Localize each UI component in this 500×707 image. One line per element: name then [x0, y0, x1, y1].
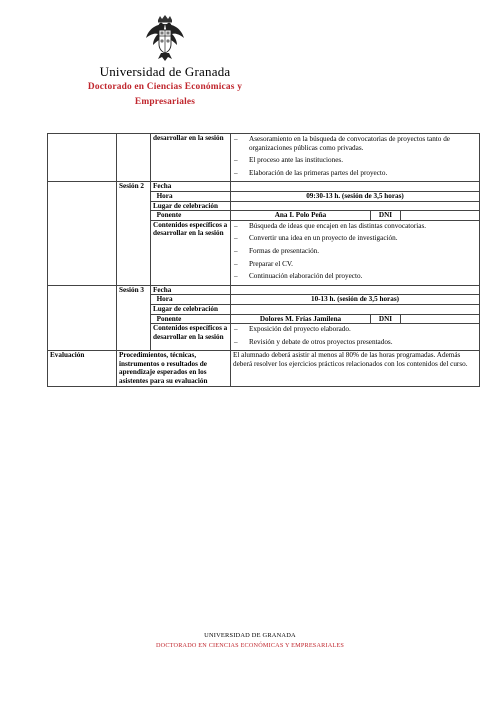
empty-cell [117, 134, 151, 182]
contenidos-label: Contenidos específicos a desarrollar en la sesión [151, 324, 231, 351]
list-item: – Asesoramiento en la búsqueda de convocatorias de proyectos tanto de organizaciones públicas como privadas. [234, 135, 450, 152]
contenidos-list-cell [231, 220, 480, 285]
dni-label: DNI [371, 211, 401, 221]
session-name: Sesión 2 [117, 182, 151, 285]
empty-cell [48, 134, 117, 182]
dash-bullet: – [234, 221, 238, 230]
contenidos-label: Contenidos específicos a desarrollar en la sesión [151, 220, 231, 285]
fecha-label: Fecha [151, 285, 231, 295]
list-item: – Preparar el CV. [234, 259, 293, 268]
list-item: – Convertir una idea en un proyecto de investigación. [234, 234, 398, 243]
dash-bullet: – [234, 259, 238, 268]
hora-value: 09:30-13 h. (sesión de 3,5 horas) [231, 191, 480, 201]
table-row [48, 134, 480, 182]
hora-label: Hora [151, 191, 231, 201]
procedimientos-label: Procedimientos, técnicas, instrumentos o resultados de aprendizaje esperados en los asistentes para su evaluación [117, 351, 231, 386]
ponente-value: Dolores M. Frías Jamilena [231, 314, 371, 324]
hora-label: Hora [151, 295, 231, 305]
list-item: – Exposición del proyecto elaborado. [234, 325, 351, 334]
lugar-value [231, 201, 480, 211]
lugar-label: Lugar de celebración [151, 201, 231, 211]
table-row [48, 351, 480, 386]
contenidos-list-cell [231, 324, 480, 351]
list-item: – Elaboración de las primeras partes del proyecto. [234, 168, 388, 177]
dash-bullet: – [234, 234, 238, 243]
dash-bullet: – [234, 168, 238, 177]
contenidos-list [233, 222, 477, 281]
dash-bullet: – [234, 337, 238, 346]
dash-bullet: – [234, 246, 238, 255]
list-item: – Formas de presentación. [234, 246, 320, 255]
dash-bullet: – [234, 325, 238, 334]
fecha-value [231, 182, 480, 192]
dni-label: DNI [371, 314, 401, 324]
program-name-line2: Empresariales [134, 97, 196, 107]
ponente-label: Ponente [151, 314, 231, 324]
footer-program: DOCTORADO EN CIENCIAS ECONÓMICAS Y EMPRESARIALES [156, 642, 344, 649]
contenidos-list [233, 135, 477, 177]
contenidos-label: desarrollar en la sesión [151, 134, 231, 182]
ponente-label: Ponente [151, 211, 231, 221]
document-header [0, 14, 330, 109]
fecha-value [231, 285, 480, 295]
program-name-line1: Doctorado en Ciencias Económicas y [87, 82, 243, 92]
list-item: – Continuación elaboración del proyecto. [234, 272, 363, 281]
evaluacion-label: Evaluación [48, 351, 117, 386]
dash-bullet: – [234, 135, 238, 143]
evaluacion-text: El alumnado deberá asistir al menos al 80% de las horas programadas. Además deberá resolver los ejercicios prácticos relacionados con los contenidos del curso. [231, 351, 480, 386]
fecha-label: Fecha [151, 182, 231, 192]
dash-bullet: – [234, 156, 238, 165]
hora-value: 10-13 h. (sesión de 3,5 horas) [231, 295, 480, 305]
dni-value [401, 314, 480, 324]
contenidos-list-cell [231, 134, 480, 182]
contenidos-list [233, 325, 477, 346]
table-row [48, 285, 480, 295]
ponente-value: Ana I. Polo Peña [231, 211, 371, 221]
table-row [48, 182, 480, 192]
university-name: Universidad de Granada [99, 64, 231, 79]
footer-university: UNIVERSIDAD DE GRANADA [204, 632, 296, 639]
list-item: – Revisión y debate de otros proyectos presentados. [234, 337, 393, 346]
university-crest-icon [143, 14, 187, 62]
list-item: – El proceso ante las instituciones. [234, 156, 344, 165]
lugar-value [231, 304, 480, 314]
dash-bullet: – [234, 272, 238, 281]
lugar-label: Lugar de celebración [151, 304, 231, 314]
list-item: – Búsqueda de ideas que encajen en las distintas convocatorias. [234, 221, 427, 230]
empty-cell [48, 285, 117, 351]
program-table [47, 133, 480, 387]
empty-cell [48, 182, 117, 285]
dni-value [401, 211, 480, 221]
session-name: Sesión 3 [117, 285, 151, 351]
document-footer [0, 632, 500, 649]
